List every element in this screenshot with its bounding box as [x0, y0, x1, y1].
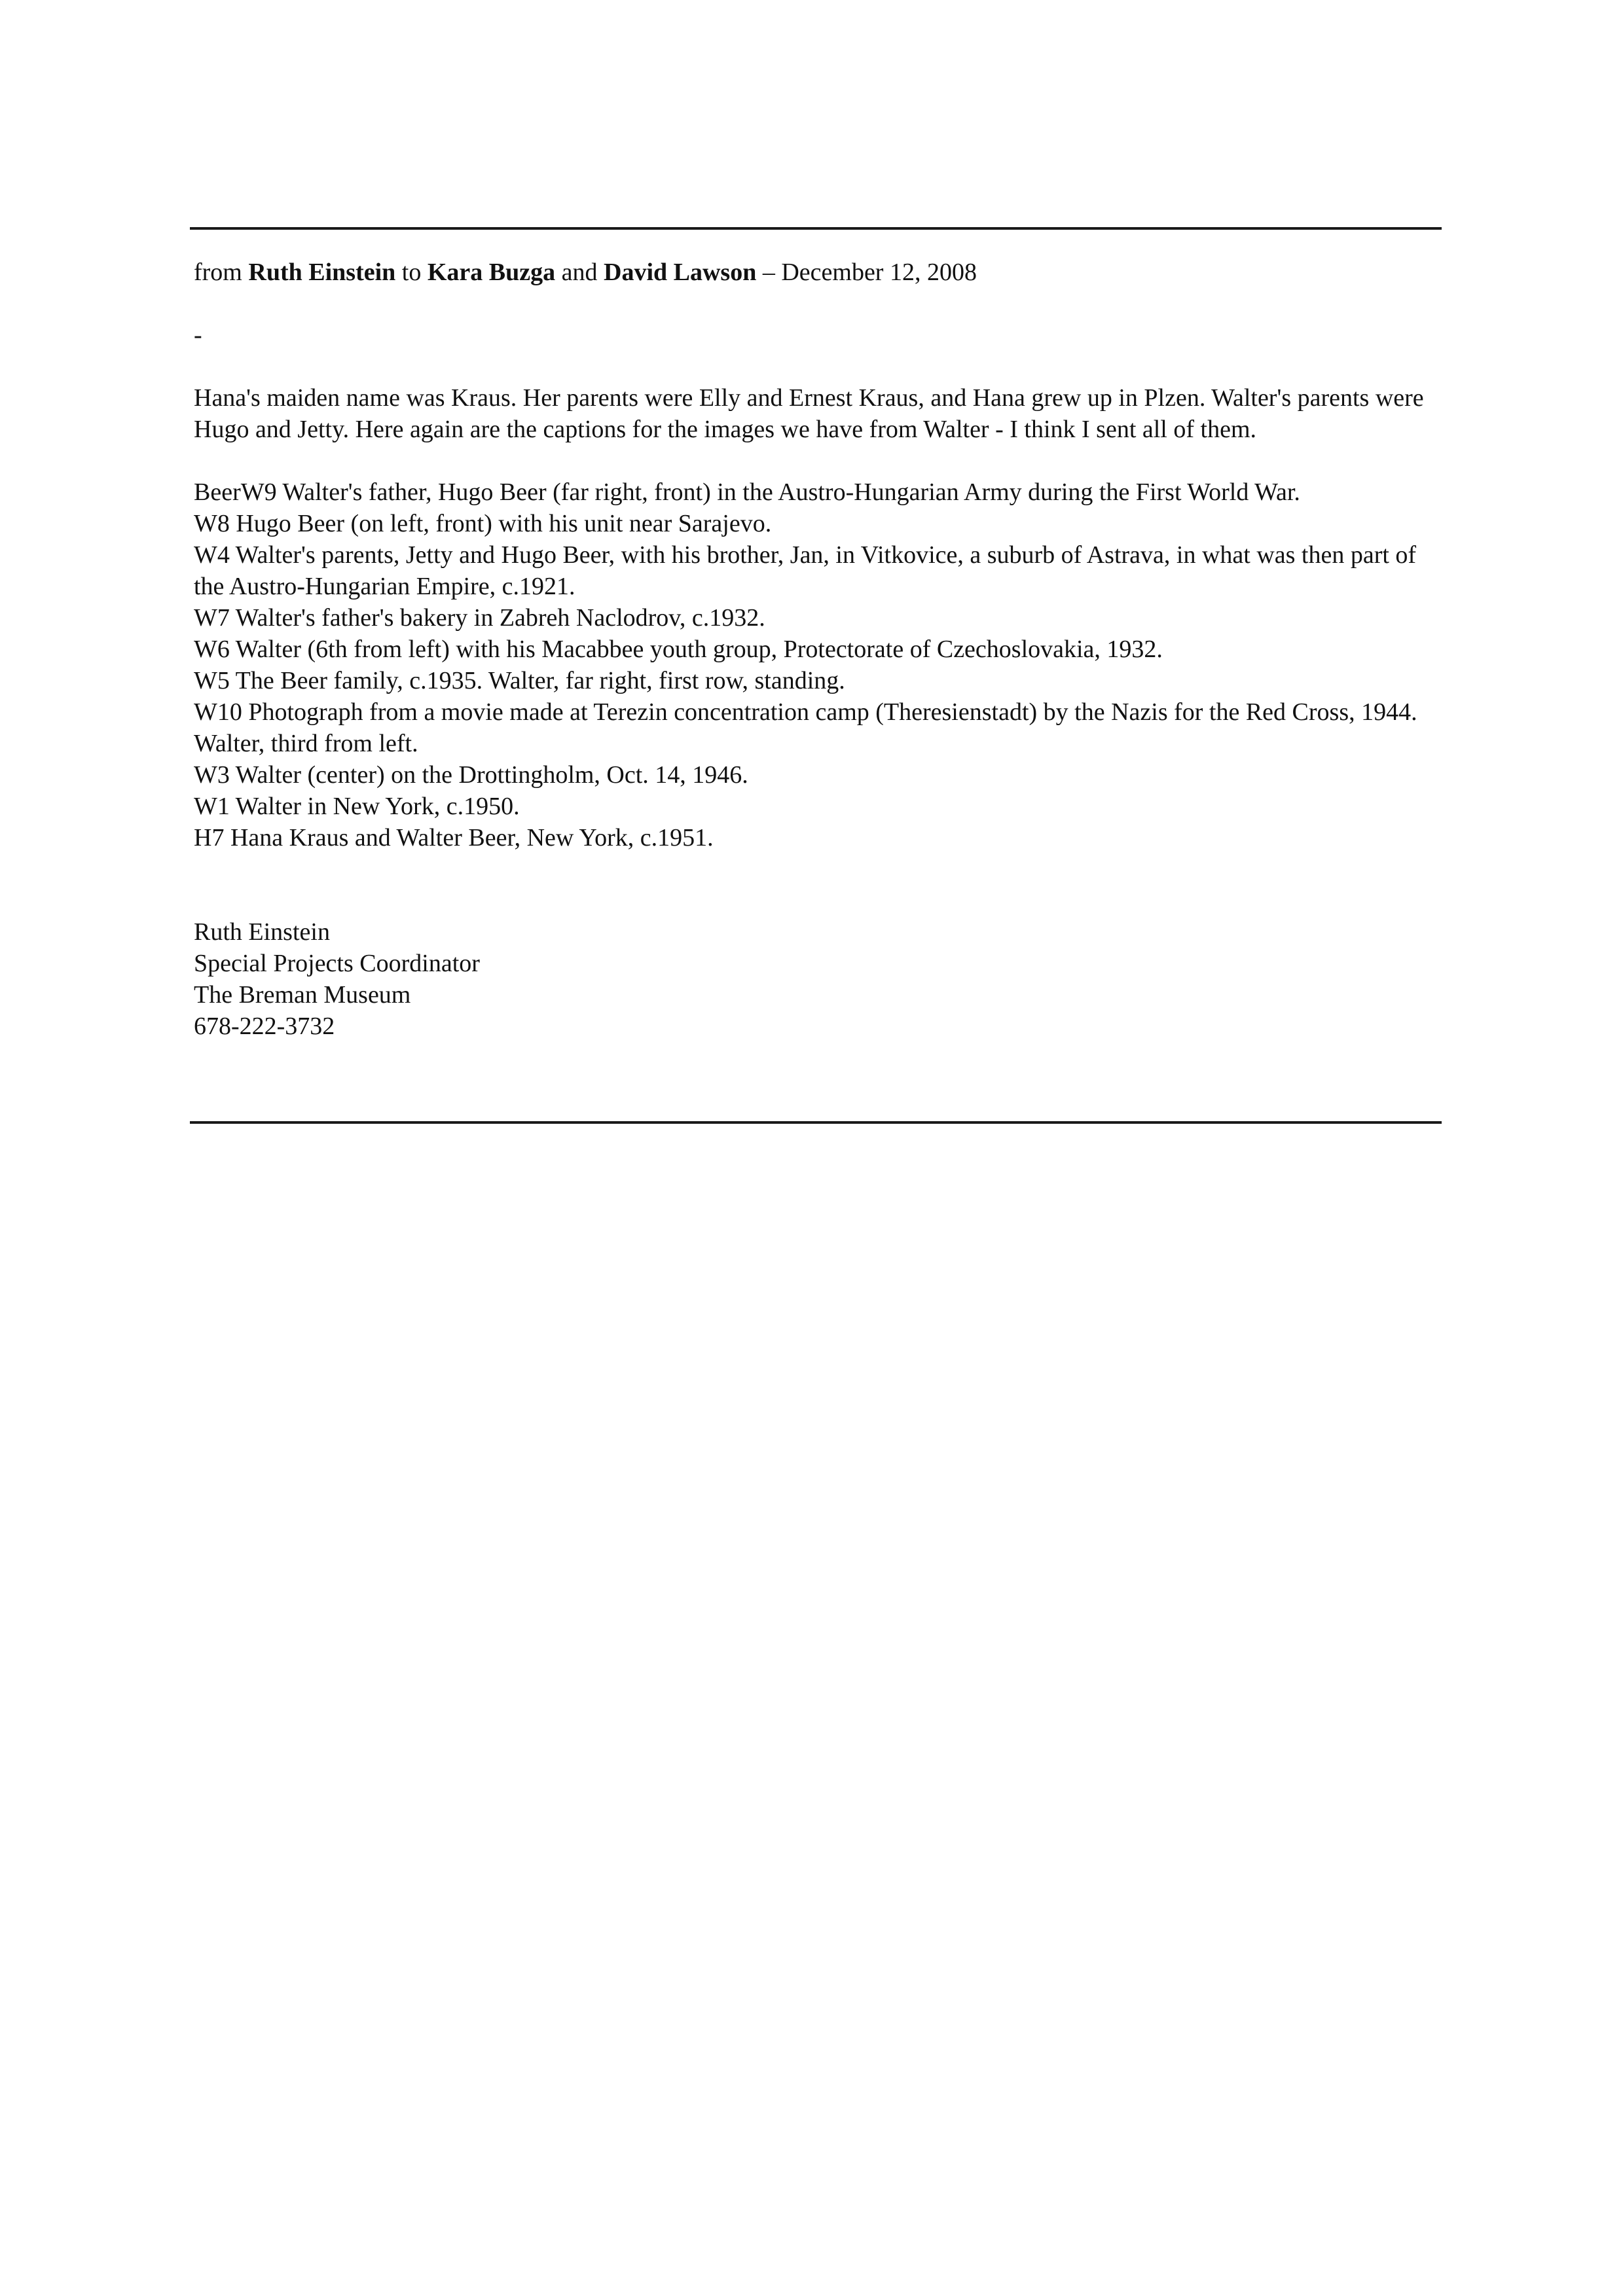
intro-paragraph: Hana's maiden name was Kraus. Her parents were Elly and Ernest Kraus, and Hana grew up in Plzen. Walter's parents were Hugo and Jetty. Here again are the captions for the images we have from Walter - I think I sent all of them.: [194, 384, 1424, 443]
caption-item: W3 Walter (center) on the Drottingholm, Oct. 14, 1946.: [194, 761, 748, 789]
caption-item: W6 Walter (6th from left) with his Macabbee youth group, Protectorate of Czechoslovakia, 1932.: [194, 636, 1163, 663]
signature-block: [194, 916, 1438, 1042]
signature-title: Special Projects Coordinator: [194, 950, 480, 977]
header-to: to: [401, 259, 422, 286]
caption-item: W8 Hugo Beer (on left, front) with his unit near Sarajevo.: [194, 510, 772, 537]
recipient-name: David Lawson: [604, 259, 757, 286]
caption-item: W10 Photograph from a movie made at Terezin concentration camp (Theresienstadt) by the Nazis for the Red Cross, 1944. Walter, third from left.: [194, 698, 1417, 757]
signature-phone: 678-222-3732: [194, 1013, 335, 1040]
caption-item: W4 Walter's parents, Jetty and Hugo Beer, with his brother, Jan, in Vitkovice, a suburb of Astrava, in what was then part of the Austro-Hungarian Empire, c.1921.: [194, 541, 1417, 600]
letter-body: [194, 257, 1438, 1042]
recipient-name: Kara Buzga: [427, 259, 556, 286]
separator-dash: -: [194, 321, 202, 349]
caption-list: [194, 476, 1438, 853]
header-prefix: from: [194, 259, 242, 286]
letter-date: – December 12, 2008: [762, 259, 977, 286]
signature-name: Ruth Einstein: [194, 918, 330, 946]
top-divider: [190, 227, 1442, 230]
caption-item: W1 Walter in New York, c.1950.: [194, 793, 520, 820]
caption-item: BeerW9 Walter's father, Hugo Beer (far right, front) in the Austro-Hungarian Army during the First World War.: [194, 478, 1300, 506]
bottom-divider: [190, 1121, 1442, 1124]
header-and: and: [561, 259, 598, 286]
caption-item: W7 Walter's father's bakery in Zabreh Naclodrov, c.1932.: [194, 604, 765, 632]
letter-header: [194, 257, 1438, 288]
sender-name: Ruth Einstein: [248, 259, 396, 286]
caption-item: W5 The Beer family, c.1935. Walter, far right, first row, standing.: [194, 667, 845, 694]
caption-item: H7 Hana Kraus and Walter Beer, New York, c.1951.: [194, 824, 714, 852]
signature-organization: The Breman Museum: [194, 981, 411, 1009]
